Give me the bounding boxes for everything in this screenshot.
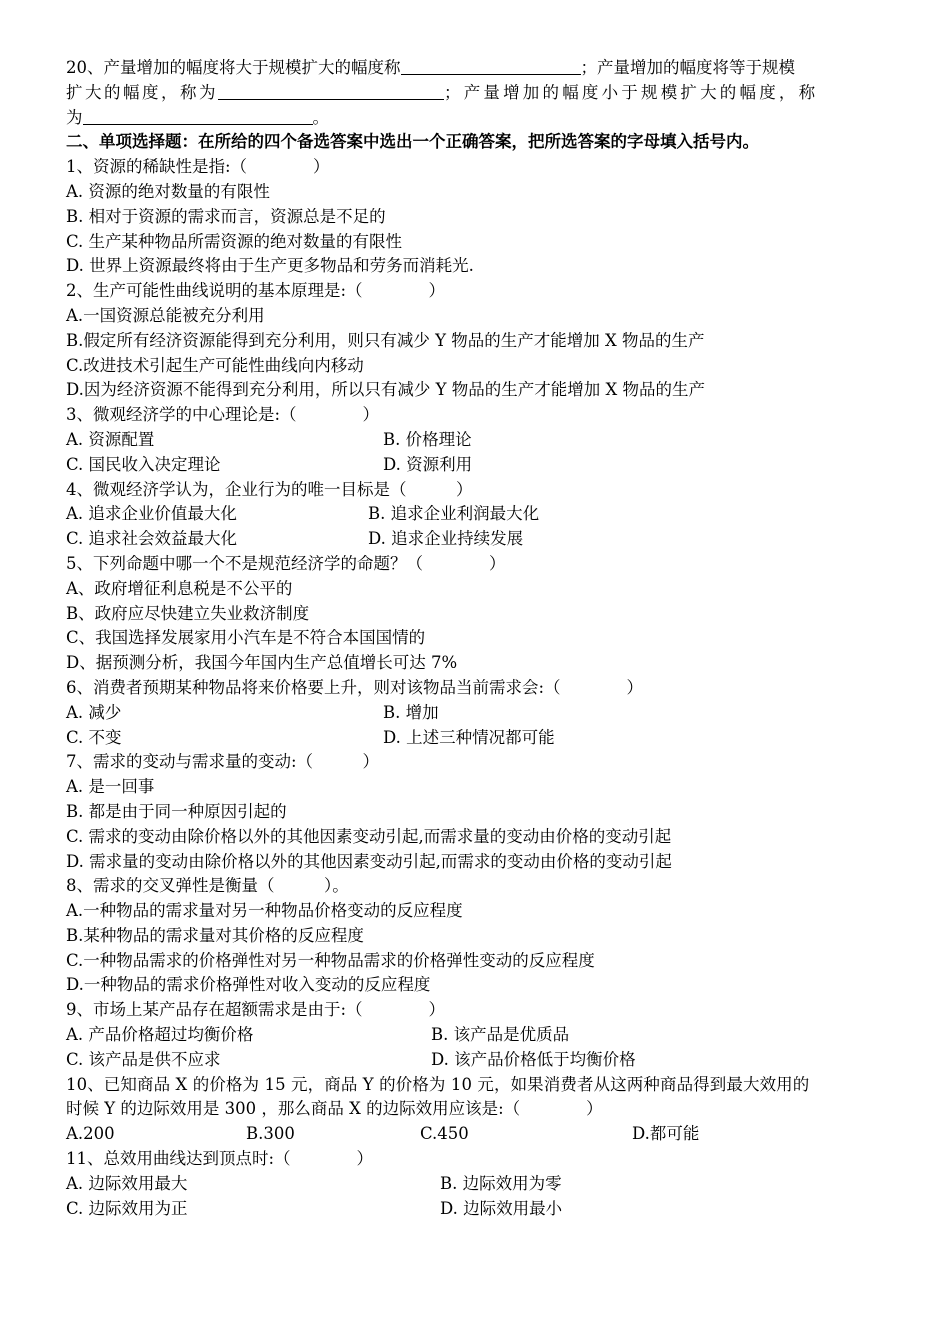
exam-page: [66, 56, 886, 1221]
q7-option-a: A. 是一回事: [66, 777, 155, 797]
q4-options-row-1: [66, 502, 886, 527]
q4-option-b: B. 追求企业利润最大化: [368, 504, 540, 524]
q3-option-d: D. 资源利用: [383, 454, 473, 474]
q4-stem: 4、微观经济学认为，企业行为的唯一目标是（ ）: [66, 479, 473, 499]
q20-text-2: ；产量增加的幅度将等于规模: [580, 58, 795, 77]
q20-text-4: ；产量增加的幅度小于规模扩大的幅度，称: [444, 82, 819, 102]
q2-option-b: B.假定所有经济资源能得到充分利用，则只有减少 Y 物品的生产才能增加 X 物品的生产: [66, 330, 705, 350]
q8-option-c: C.一种物品需求的价格弹性对另一种物品需求的价格弹性变动的反应程度: [66, 950, 595, 970]
q8-option-a: A.一种物品的需求量对另一种物品价格变动的反应程度: [66, 901, 463, 921]
q6-options-row-1: [66, 701, 886, 726]
q3-option-c: C. 国民收入决定理论: [66, 454, 221, 474]
q6-options-row-2: [66, 726, 886, 751]
q9-option-d: D. 该产品价格低于均衡价格: [431, 1049, 636, 1069]
q7-option-d: D. 需求量的变动由除价格以外的其他因素变动引起,而需求的变动由价格的变动引起: [66, 851, 672, 871]
q5-option-a: A、政府增征利息税是不公平的: [66, 578, 293, 598]
q8-option-d: D.一种物品的需求价格弹性对收入变动的反应程度: [66, 975, 431, 995]
q20-text-6: 。: [312, 107, 329, 127]
q5-stem: 5、下列命题中哪一个不是规范经济学的命题？（ ）: [66, 553, 506, 573]
q6-stem: 6、消费者预期某种物品将来价格要上升，则对该物品当前需求会:（ ）: [66, 677, 644, 697]
q10-options-row: [66, 1122, 886, 1147]
q3-stem: 3、微观经济学的中心理论是:（ ）: [66, 405, 380, 425]
q1-option-a: A. 资源的绝对数量的有限性: [66, 181, 270, 201]
q10-option-a: A.200: [66, 1124, 115, 1144]
q11-stem: 11、总效用曲线达到顶点时:（ ）: [66, 1149, 374, 1169]
q20-blank-3[interactable]: [83, 106, 313, 125]
q6-option-d: D. 上述三种情况都可能: [383, 727, 555, 747]
q9-options-row-1: [66, 1023, 886, 1048]
q9-options-row-2: [66, 1048, 886, 1073]
q1-option-d: D. 世界上资源最终将由于生产更多物品和劳务而消耗光.: [66, 256, 474, 276]
q9-option-c: C. 该产品是供不应求: [66, 1049, 221, 1069]
q4-options-row-2: [66, 527, 886, 552]
q10-stem-line-1: 10、已知商品 X 的价格为 15 元，商品 Y 的价格为 10 元，如果消费者从这两种商品得到最大效用的: [66, 1074, 810, 1094]
q9-stem: 9、市场上某产品存在超额需求是由于:（ ）: [66, 1000, 446, 1020]
q1-stem: 1、资源的稀缺性是指:（ ）: [66, 157, 330, 177]
q11-option-a: A. 边际效用最大: [66, 1173, 188, 1193]
q3-option-a: A. 资源配置: [66, 429, 155, 449]
q2-option-d: D.因为经济资源不能得到充分利用，所以只有减少 Y 物品的生产才能增加 X 物品的生产: [66, 380, 706, 400]
q8-stem: 8、需求的交叉弹性是衡量（ ）。: [66, 876, 349, 896]
q4-option-a: A. 追求企业价值最大化: [66, 504, 237, 524]
q6-option-b: B. 增加: [383, 702, 439, 722]
q20-line-1: [66, 56, 886, 81]
q7-stem: 7、需求的变动与需求量的变动:（ ）: [66, 752, 380, 772]
q20-line-3: [66, 106, 886, 131]
q20-text-5: 为: [66, 107, 83, 127]
q20-text-1: 20、产量增加的幅度将大于规模扩大的幅度称: [66, 58, 401, 77]
q3-option-b: B. 价格理论: [383, 429, 472, 449]
q4-option-c: C. 追求社会效益最大化: [66, 529, 238, 549]
q6-option-a: A. 减少: [66, 702, 122, 722]
q20-blank-2[interactable]: [218, 81, 444, 100]
q5-option-c: C、我国选择发展家用小汽车是不符合本国国情的: [66, 628, 426, 648]
q2-option-a: A.一国资源总能被充分利用: [66, 305, 265, 325]
q1-option-b: B. 相对于资源的需求而言，资源总是不足的: [66, 206, 386, 226]
q2-option-c: C.改进技术引起生产可能性曲线向内移动: [66, 355, 364, 375]
q11-option-c: C. 边际效用为正: [66, 1198, 188, 1218]
q9-option-b: B. 该产品是优质品: [431, 1025, 570, 1045]
q11-options-row-1: [66, 1172, 886, 1197]
q1-option-c: C. 生产某种物品所需资源的绝对数量的有限性: [66, 231, 403, 251]
q7-option-c: C. 需求的变动由除价格以外的其他因素变动引起,而需求量的变动由价格的变动引起: [66, 826, 672, 846]
q11-options-row-2: [66, 1197, 886, 1222]
q7-option-b: B. 都是由于同一种原因引起的: [66, 801, 287, 821]
q10-option-d: D.都可能: [632, 1124, 700, 1144]
q9-option-a: A. 产品价格超过均衡价格: [66, 1025, 254, 1045]
q11-option-d: D. 边际效用最小: [440, 1198, 563, 1218]
q10-stem-line-2: 时候 Y 的边际效用是 300 ，那么商品 X 的边际效用应该是:（ ）: [66, 1099, 603, 1119]
q3-options-row-1: [66, 428, 886, 453]
q3-options-row-2: [66, 453, 886, 478]
q4-option-d: D. 追求企业持续发展: [368, 529, 524, 549]
q20-text-3: 扩大的幅度，称为: [66, 82, 218, 102]
q20-blank-1[interactable]: [401, 56, 581, 75]
q20-line-2: [66, 81, 886, 106]
q5-option-b: B、政府应尽快建立失业救济制度: [66, 603, 310, 623]
q2-stem: 2、生产可能性曲线说明的基本原理是:（ ）: [66, 281, 446, 301]
q5-option-d: D、据预测分析，我国今年国内生产总值增长可达 7%: [66, 653, 458, 673]
q8-option-b: B.某种物品的需求量对其价格的反应程度: [66, 925, 364, 945]
section-2-heading: 二、单项选择题：在所给的四个备选答案中选出一个正确答案，把所选答案的字母填入括号内。: [66, 132, 759, 152]
q6-option-c: C. 不变: [66, 727, 122, 747]
q10-option-b: B.300: [246, 1124, 295, 1144]
q10-option-c: C.450: [420, 1124, 469, 1144]
q11-option-b: B. 边际效用为零: [440, 1173, 562, 1193]
